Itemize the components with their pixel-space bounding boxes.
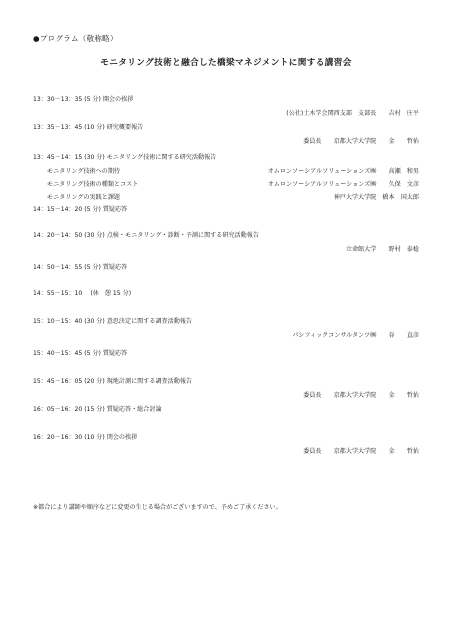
schedule-item: 13：30－13：35 (5 分) 開会の挨拶 <box>33 96 134 103</box>
sub-topic: モニタリングの実践と課題 <box>47 194 121 201</box>
speaker-info: (公社)土木学会関西支部 支部長 吉村 庄平 <box>286 110 419 117</box>
page-title: モニタリング技術と融合した橋梁マネジメントに関する講習会 <box>100 58 352 68</box>
schedule-item: 15：10－15：40 (30 分) 意思決定に関する調査活動報告 <box>33 318 193 325</box>
schedule-item: 13：45－14：15 (30 分) モニタリング技術に関する研究活動報告 <box>33 154 217 161</box>
schedule-item: 14：15－14：20 (5 分) 質疑応答 <box>33 206 128 213</box>
speaker-info: 神戸大学大学院 橋本 国太郎 <box>333 194 419 201</box>
schedule-item: 15：40－15：45 (5 分) 質疑応答 <box>33 350 128 357</box>
speaker-info: 立命館大学 野村 泰稔 <box>345 246 419 253</box>
program-heading: ●プログラム（敬称略） <box>33 34 118 43</box>
speaker-info: 委員長 京都大学大学院 金 哲佑 <box>303 448 419 455</box>
schedule-item: 16：20－16：30 (10 分) 閉会の挨拶 <box>33 434 138 441</box>
speaker-info: パシフィックコンサルタンツ㈱ 谷 直彦 <box>292 332 419 339</box>
speaker-info: 委員長 京都大学大学院 金 哲佑 <box>303 392 419 399</box>
schedule-item: 14：55－15：10 (休 憩 15 分) <box>33 290 132 297</box>
schedule-item: 16：05－16：20 (15 分) 質疑応答・総合討論 <box>33 406 162 413</box>
footnote: ※都合により講師や順序などに変更の生じる場合がございますので、予めご了承ください。 <box>33 504 282 511</box>
speaker-info: 委員長 京都大学大学院 金 哲佑 <box>303 138 419 145</box>
sub-topic: モニタリング技術の種類とコスト <box>47 181 139 188</box>
schedule-item: 14：20－14：50 (30 分) 点検・モニタリング・診断・予測に関する研究活動報告 <box>33 232 259 239</box>
sub-topic: モニタリング技術への期待 <box>47 168 121 175</box>
schedule-item: 13：35－13：45 (10 分) 研究概要報告 <box>33 124 144 131</box>
speaker-info: オムロンソーシアルソリューションズ㈱ 高瀬 和男 <box>267 168 419 175</box>
schedule-item: 14：50－14：55 (5 分) 質疑応答 <box>33 264 128 271</box>
schedule-item: 15：45－16：05 (20 分) 現地計測に関する調査活動報告 <box>33 378 193 385</box>
speaker-info: オムロンソーシアルソリューションズ㈱ 久保 文彦 <box>267 181 419 188</box>
